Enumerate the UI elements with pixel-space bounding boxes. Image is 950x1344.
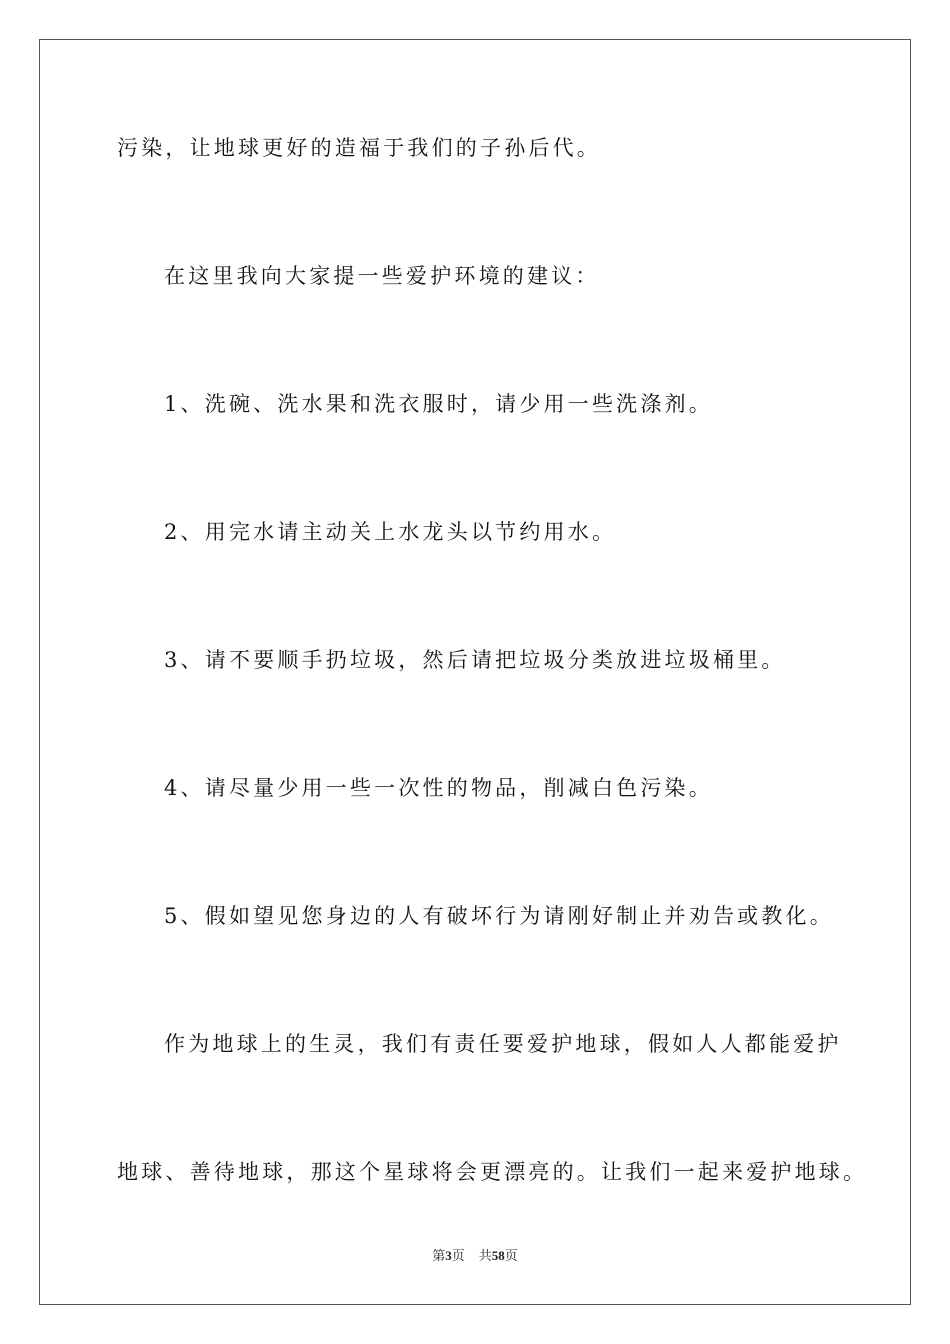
suggestion-item-2: 2、用完水请主动关上水龙头以节约用水。 <box>164 520 617 544</box>
body-text-line: 污染，让地球更好的造福于我们的子孙后代。 <box>117 136 601 160</box>
suggestion-item-5: 5、假如望见您身边的人有破坏行为请刚好制止并劝告或教化。 <box>164 904 834 928</box>
suggestion-item-4: 4、请尽量少用一些一次性的物品，削减白色污染。 <box>164 776 713 800</box>
total-pages: 58 <box>491 1248 505 1263</box>
paragraph-intro: 在这里我向大家提一些爱护环境的建议： <box>164 264 600 288</box>
suggestion-item-1: 1、洗碗、洗水果和洗衣服时，请少用一些洗涤剂。 <box>164 392 713 416</box>
page-number: 3 <box>445 1248 452 1263</box>
page-footer <box>0 1248 950 1264</box>
suggestion-item-3: 3、请不要顺手扔垃圾，然后请把垃圾分类放进垃圾桶里。 <box>164 648 786 672</box>
page-prefix: 第 <box>432 1248 446 1263</box>
page-suffix: 页 <box>451 1248 465 1263</box>
total-suffix: 页 <box>504 1248 518 1263</box>
closing-paragraph-line-1: 作为地球上的生灵，我们有责任要爱护地球，假如人人都能爱护 <box>164 1032 842 1056</box>
total-prefix: 共 <box>478 1248 492 1263</box>
closing-paragraph-line-2: 地球、善待地球，那这个星球将会更漂亮的。让我们一起来爱护地球。 <box>117 1160 868 1184</box>
